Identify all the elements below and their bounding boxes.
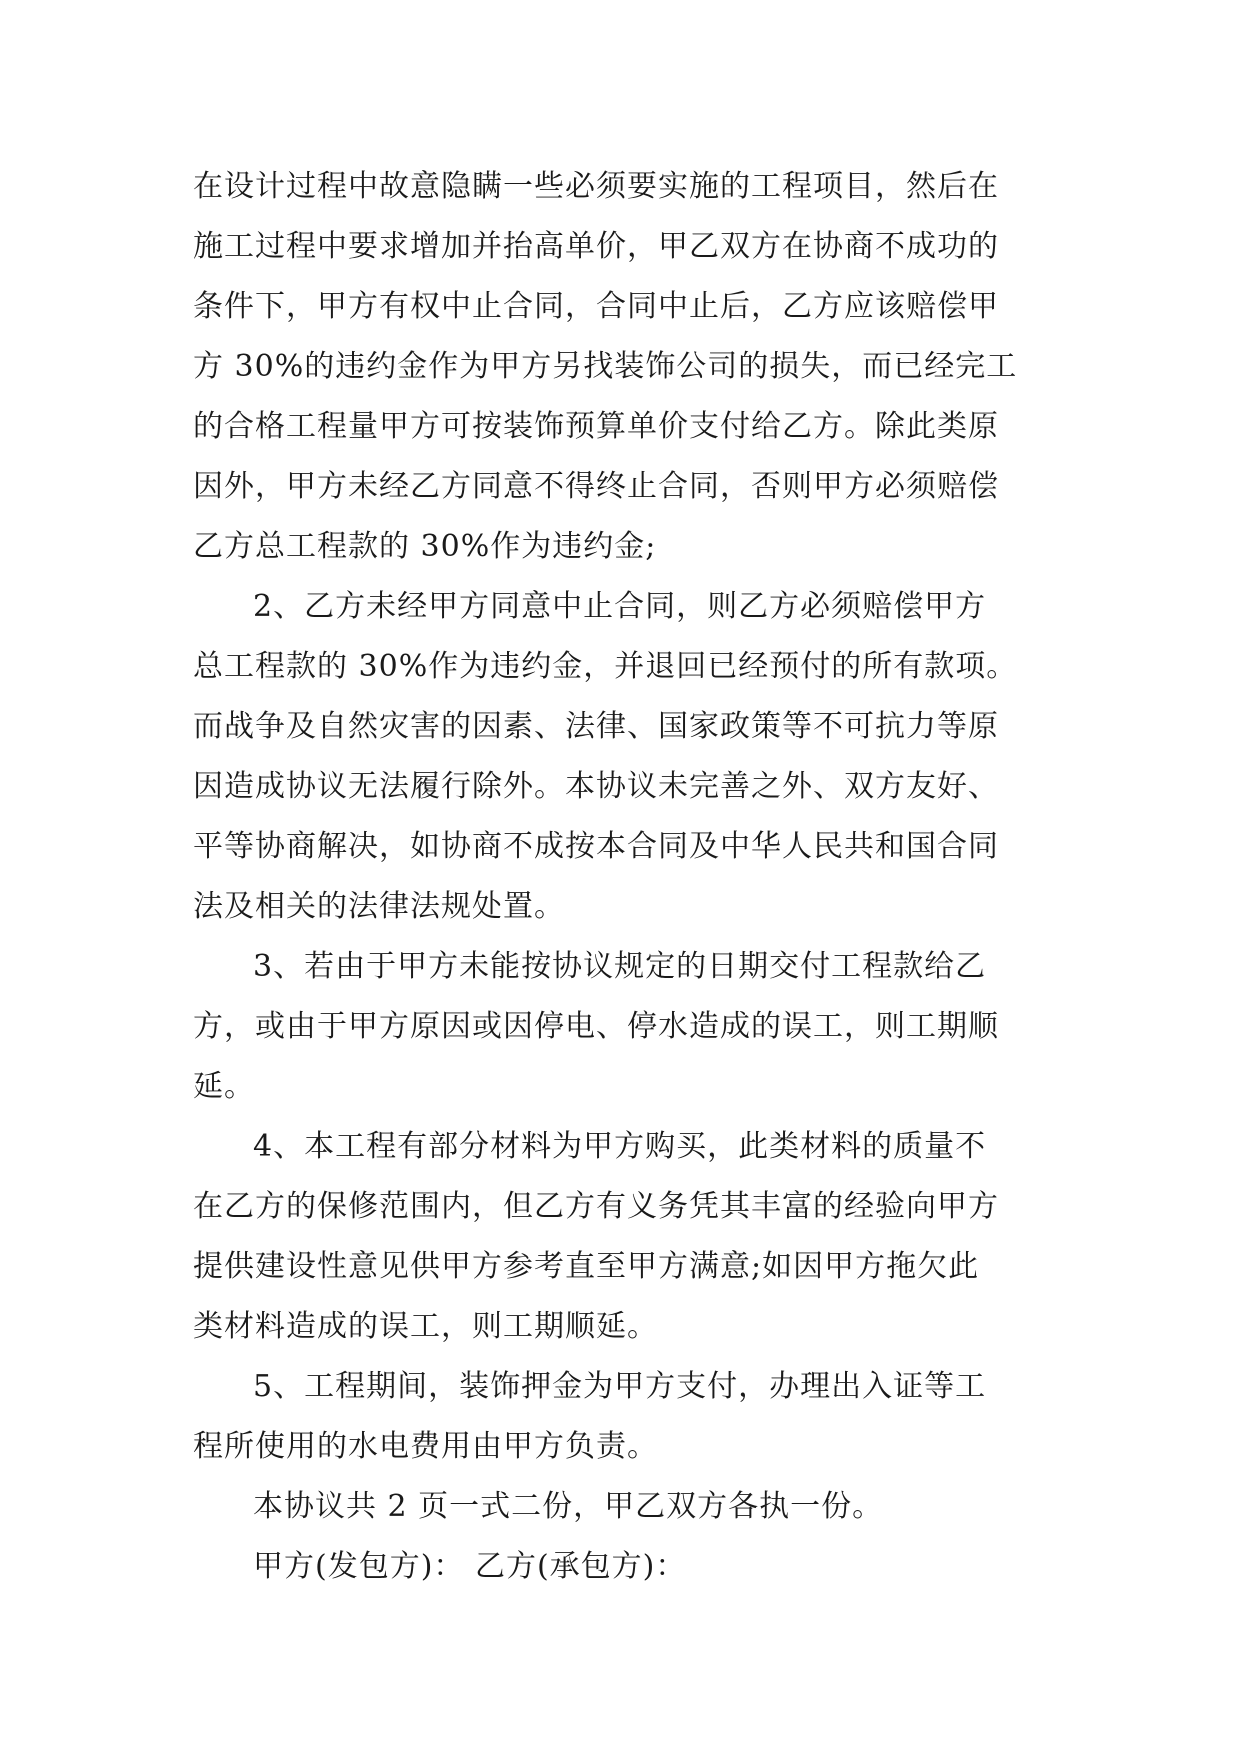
- text-line: 在乙方的保修范围内，但乙方有义务凭其丰富的经验向甲方: [193, 1189, 999, 1224]
- text-line: 的合格工程量甲方可按装饰预算单价支付给乙方。除此类原: [193, 409, 999, 444]
- clause-4-start: 4、本工程有部分材料为甲方购买，此类材料的质量不: [253, 1129, 987, 1164]
- text-line: 提供建设性意见供甲方参考直至甲方满意;如因甲方拖欠此: [193, 1249, 980, 1284]
- contract-text: [193, 157, 1073, 1597]
- text-line: 平等协商解决，如协商不成按本合同及中华人民共和国合同: [193, 829, 999, 864]
- text-line: 法及相关的法律法规处置。: [193, 889, 565, 924]
- clause-3-start: 3、若由于甲方未能按协议规定的日期交付工程款给乙: [253, 949, 987, 984]
- text-line: 施工过程中要求增加并抬高单价，甲乙双方在协商不成功的: [193, 229, 999, 264]
- text-line: 程所使用的水电费用由甲方负责。: [193, 1429, 658, 1464]
- text-line: 乙方总工程款的 30%作为违约金;: [193, 529, 657, 564]
- text-line: 因造成协议无法履行除外。本协议未完善之外、双方友好、: [193, 769, 999, 804]
- text-line: 方 30%的违约金作为甲方另找装饰公司的损失，而已经完工: [193, 349, 1018, 384]
- text-line: 因外，甲方未经乙方同意不得终止合同，否则甲方必须赔偿: [193, 469, 999, 504]
- clause-2-start: 2、乙方未经甲方同意中止合同，则乙方必须赔偿甲方: [253, 589, 987, 624]
- text-line: 而战争及自然灾害的因素、法律、国家政策等不可抗力等原: [193, 709, 999, 744]
- signature-parties: 甲方(发包方)： 乙方(承包方)：: [253, 1549, 687, 1584]
- text-line: 方，或由于甲方原因或因停电、停水造成的误工，则工期顺: [193, 1009, 999, 1044]
- text-line: 总工程款的 30%作为违约金，并退回已经预付的所有款项。: [193, 649, 1018, 684]
- text-line: 类材料造成的误工，则工期顺延。: [193, 1309, 658, 1344]
- text-line: 在设计过程中故意隐瞒一些必须要实施的工程项目，然后在: [193, 169, 999, 204]
- text-line: 条件下，甲方有权中止合同，合同中止后，乙方应该赔偿甲: [193, 289, 999, 324]
- copies-statement: 本协议共 2 页一式二份，甲乙双方各执一份。: [253, 1489, 884, 1524]
- clause-5-start: 5、工程期间，装饰押金为甲方支付，办理出入证等工: [253, 1369, 987, 1404]
- text-line: 延。: [193, 1069, 255, 1104]
